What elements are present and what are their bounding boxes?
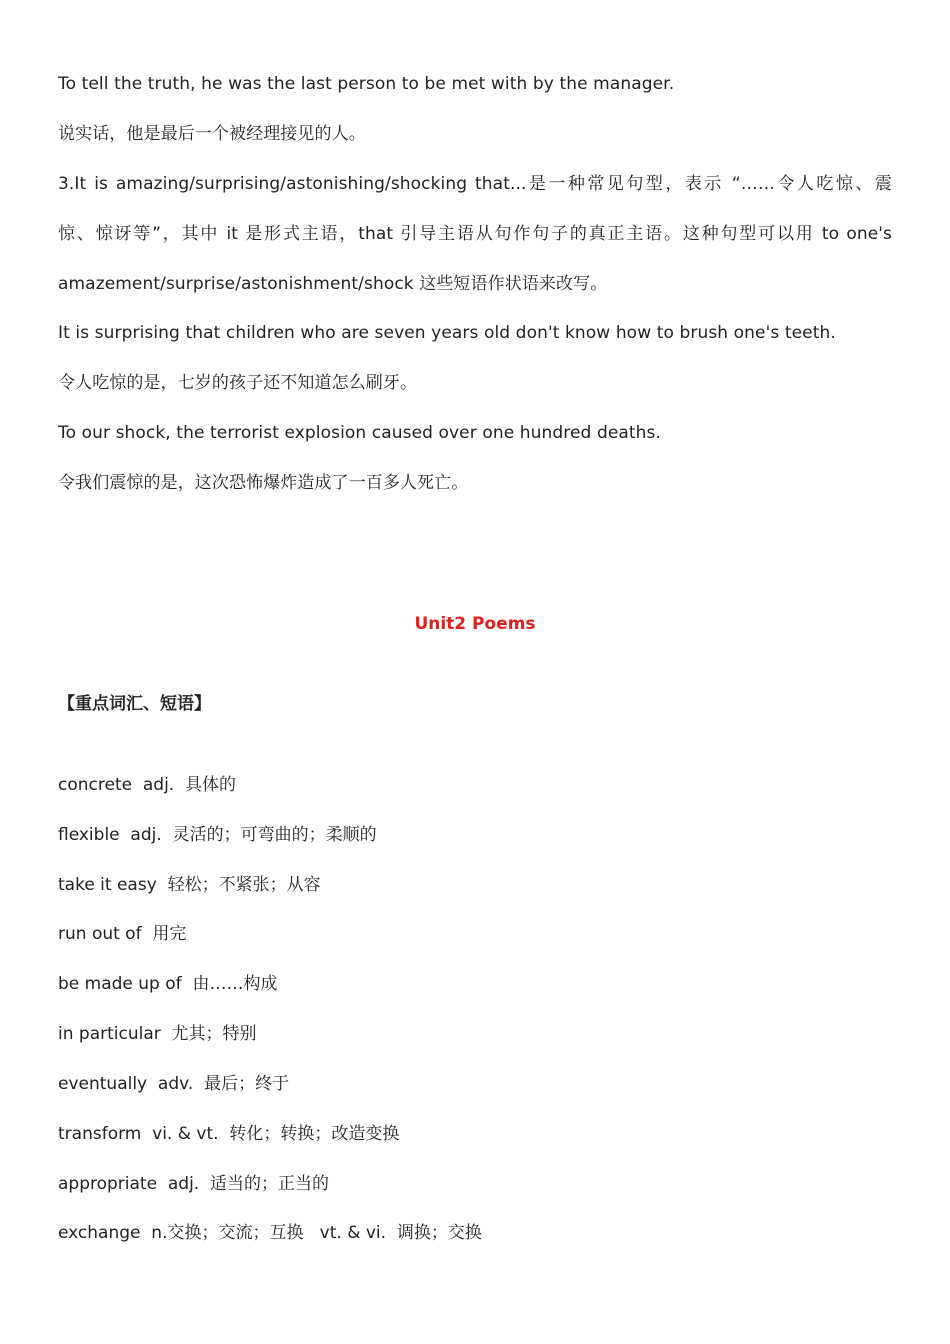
vocab-item: flexible adj. 灵活的；可弯曲的；柔顺的 [58,825,377,845]
section-heading: 【重点词汇、短语】 [58,694,211,714]
vocab-item: transform vi. & vt. 转化；转换；改造变换 [58,1124,400,1144]
vocab-item: appropriate adj. 适当的；正当的 [58,1174,330,1194]
paragraph-example-chinese: 令我们震惊的是，这次恐怖爆炸造成了一百多人死亡。 [58,473,469,493]
vocab-item: concrete adj. 具体的 [58,775,237,795]
paragraph-example-chinese: 令人吃惊的是，七岁的孩子还不知道怎么刷牙。 [58,373,418,393]
paragraph-example-english: It is surprising that children who are seven years old don't know how to brush one's teeth. [58,323,836,343]
vocab-item: be made up of 由……构成 [58,974,278,994]
vocab-item: take it easy 轻松；不紧张；从容 [58,875,321,895]
paragraph-grammar-line-1: 3.It is amazing/surprising/astonishing/shocking that...是一种常见句型，表示 “……令人吃惊、震 [58,174,892,194]
paragraph-grammar-line-2: 惊、惊讶等”，其中 it 是形式主语，that 引导主语从句作句子的真正主语。这种句型可以用 to one's [58,224,892,244]
paragraph-english: To tell the truth, he was the last person to be met with by the manager. [58,74,675,94]
vocab-item: exchange n.交换；交流；互换 vt. & vi. 调换；交换 [58,1223,482,1243]
unit-title: Unit2 Poems [414,614,536,634]
paragraph-chinese: 说实话，他是最后一个被经理接见的人。 [58,124,366,144]
paragraph-grammar-line-3: amazement/surprise/astonishment/shock 这些短语作状语来改写。 [58,274,608,294]
vocab-item: eventually adv. 最后；终于 [58,1074,290,1094]
vocab-item: in particular 尤其；特别 [58,1024,257,1044]
vocab-item: run out of 用完 [58,924,187,944]
paragraph-example-english: To our shock, the terrorist explosion caused over one hundred deaths. [58,423,662,443]
